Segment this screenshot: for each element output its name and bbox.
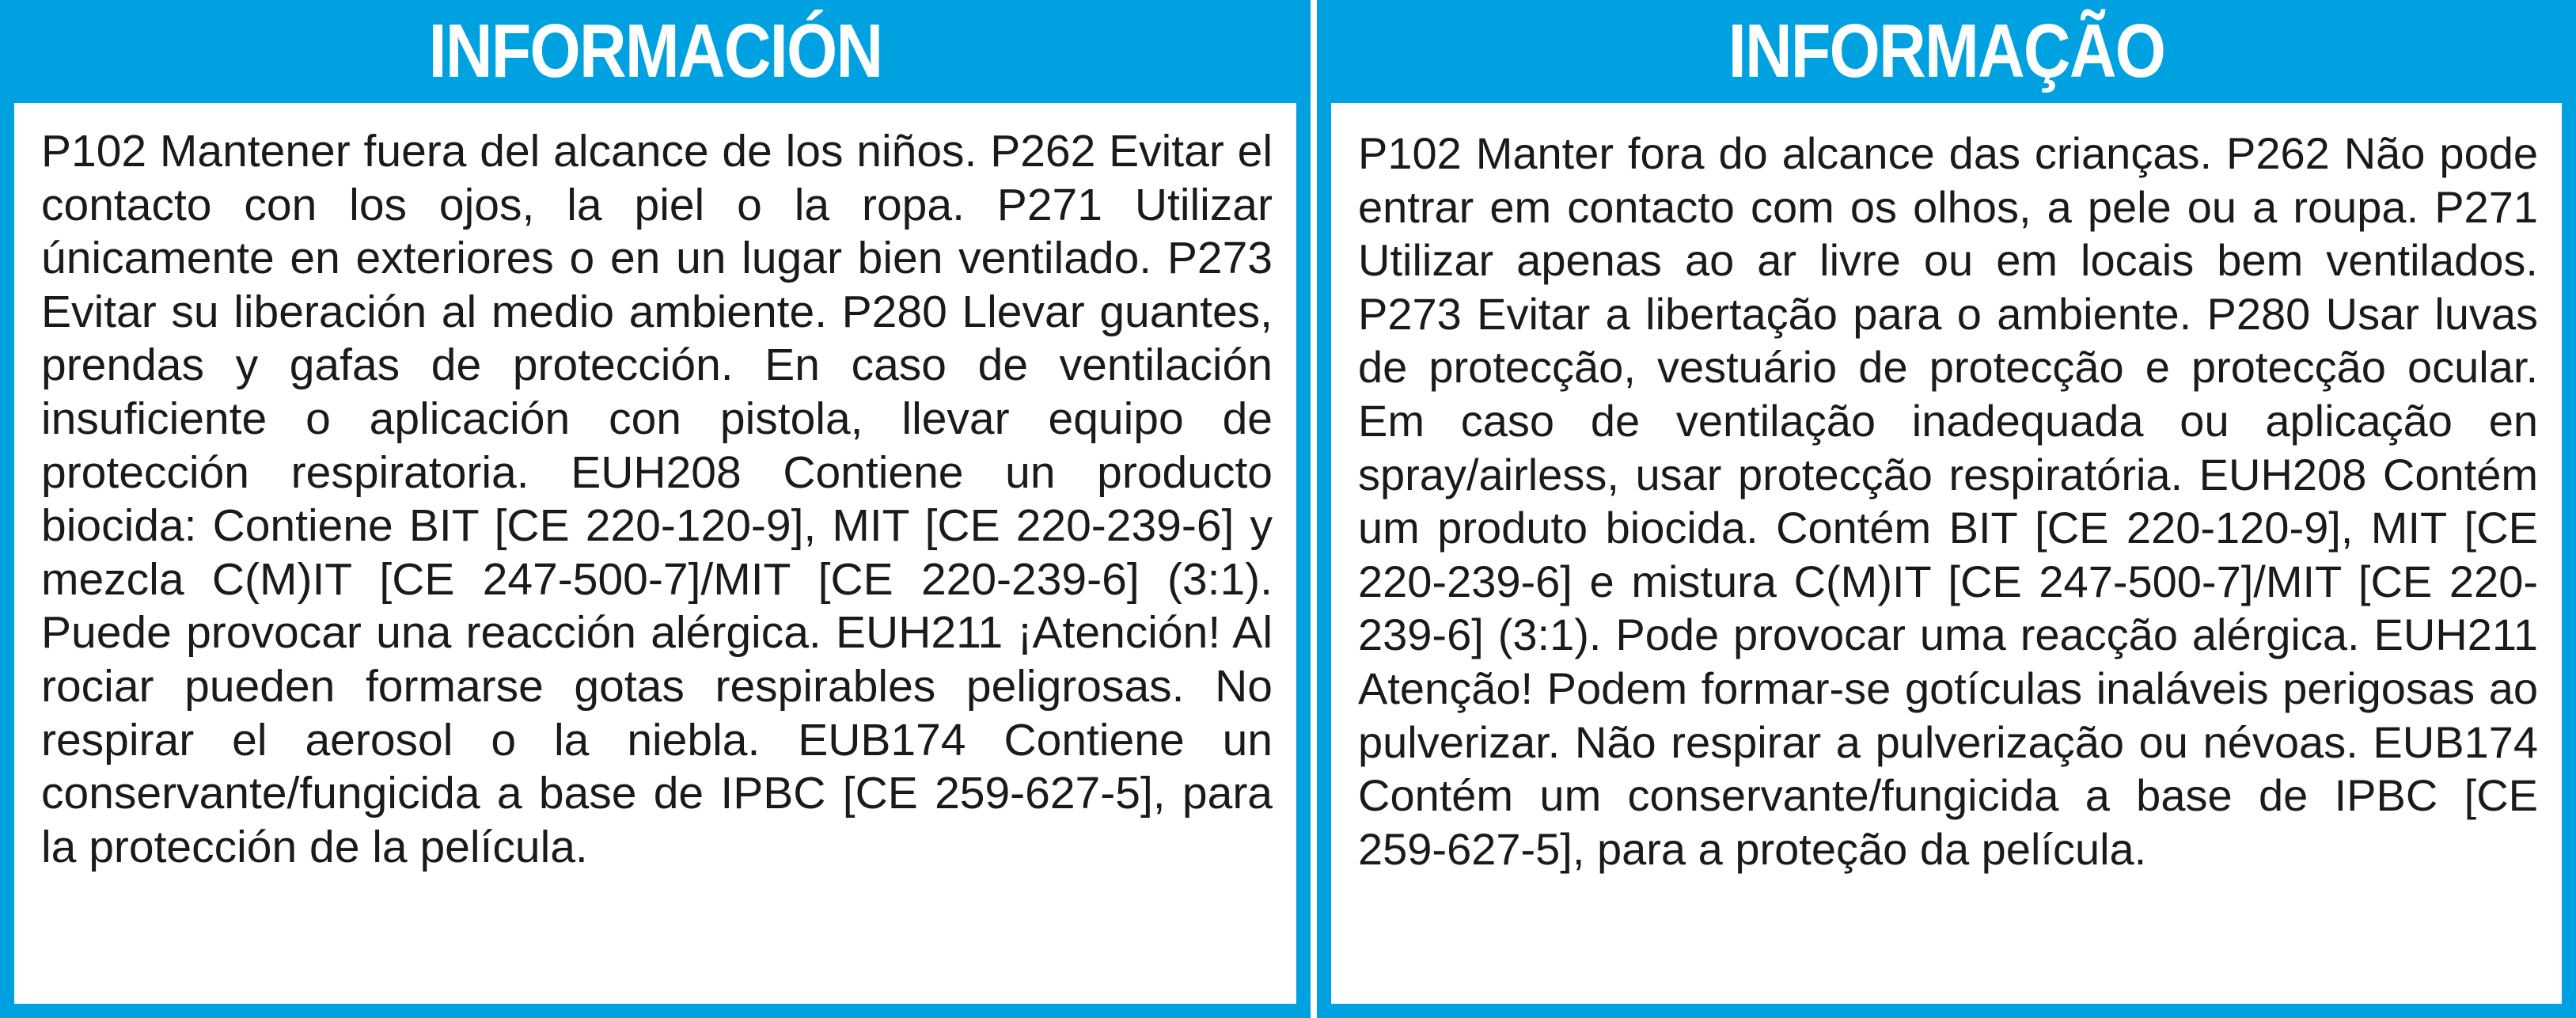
panel-title-spanish: INFORMACIÓN — [428, 9, 882, 93]
safety-text-spanish: P102 Mantener fuera del alcance de los niños. P262 Evitar el contacto con los ojos, la piel o la ropa. P271 Utilizar únicamente en exteriores o en un lugar bien ventilado. P273 Evitar su liberación al medio ambiente. P280 Llevar guantes, prendas y gafas de protección. En caso de ventilación insuficiente o aplicación con pistola, llevar equipo de protección respiratoria. EUH208 Contiene un producto biocida: Contiene BIT [CE 220-120-9], MIT [CE 220-239-6] y mezcla C(M)IT [CE 247-500-7]/MIT [CE 220-239-6] (3:1). Puede provocar una reacción alérgica. EUH211 ¡Atención! Al rociar pueden formarse gotas respirables peligrosas. No respirar el aerosol o la niebla. EUB174 Contiene un conservante/fungicida a base de IPBC [CE 259-627-5], para la protección de la película. — [41, 126, 1273, 872]
info-panel-portuguese — [1317, 0, 2576, 1018]
safety-text-portuguese: P102 Manter fora do alcance das crianças. P262 Não pode entrar em contacto com os olhos, a pele ou a roupa. P271 Utilizar apenas ao ar livre ou em locais bem ventilados. P273 Evitar a libertação para o ambiente. P280 Usar luvas de protecção, vestuário de protecção e protecção ocular. Em caso de ventilação inadequada ou aplicação en spray/airless, usar protecção respiratória. EUH208 Contém um produto biocida. Contém BIT [CE 220-120-9], MIT [CE 220-239-6] e mistura C(M)IT [CE 247-500-7]/MIT [CE 220-239-6] (3:1). Pode provocar uma reacção alérgica. EUH211 Atenção! Podem formar-se gotículas inaláveis perigosas ao pulverizar. Não respirar a pulverização ou névoas. EUB174 Contém um conservante/fungicida a base de IPBC [CE 259-627-5], para a proteção da película. — [1358, 128, 2538, 874]
panel-title-portuguese: INFORMAÇÃO — [1728, 9, 2165, 93]
panel-body-spanish — [14, 103, 1296, 1004]
panel-body-portuguese — [1331, 103, 2562, 1004]
